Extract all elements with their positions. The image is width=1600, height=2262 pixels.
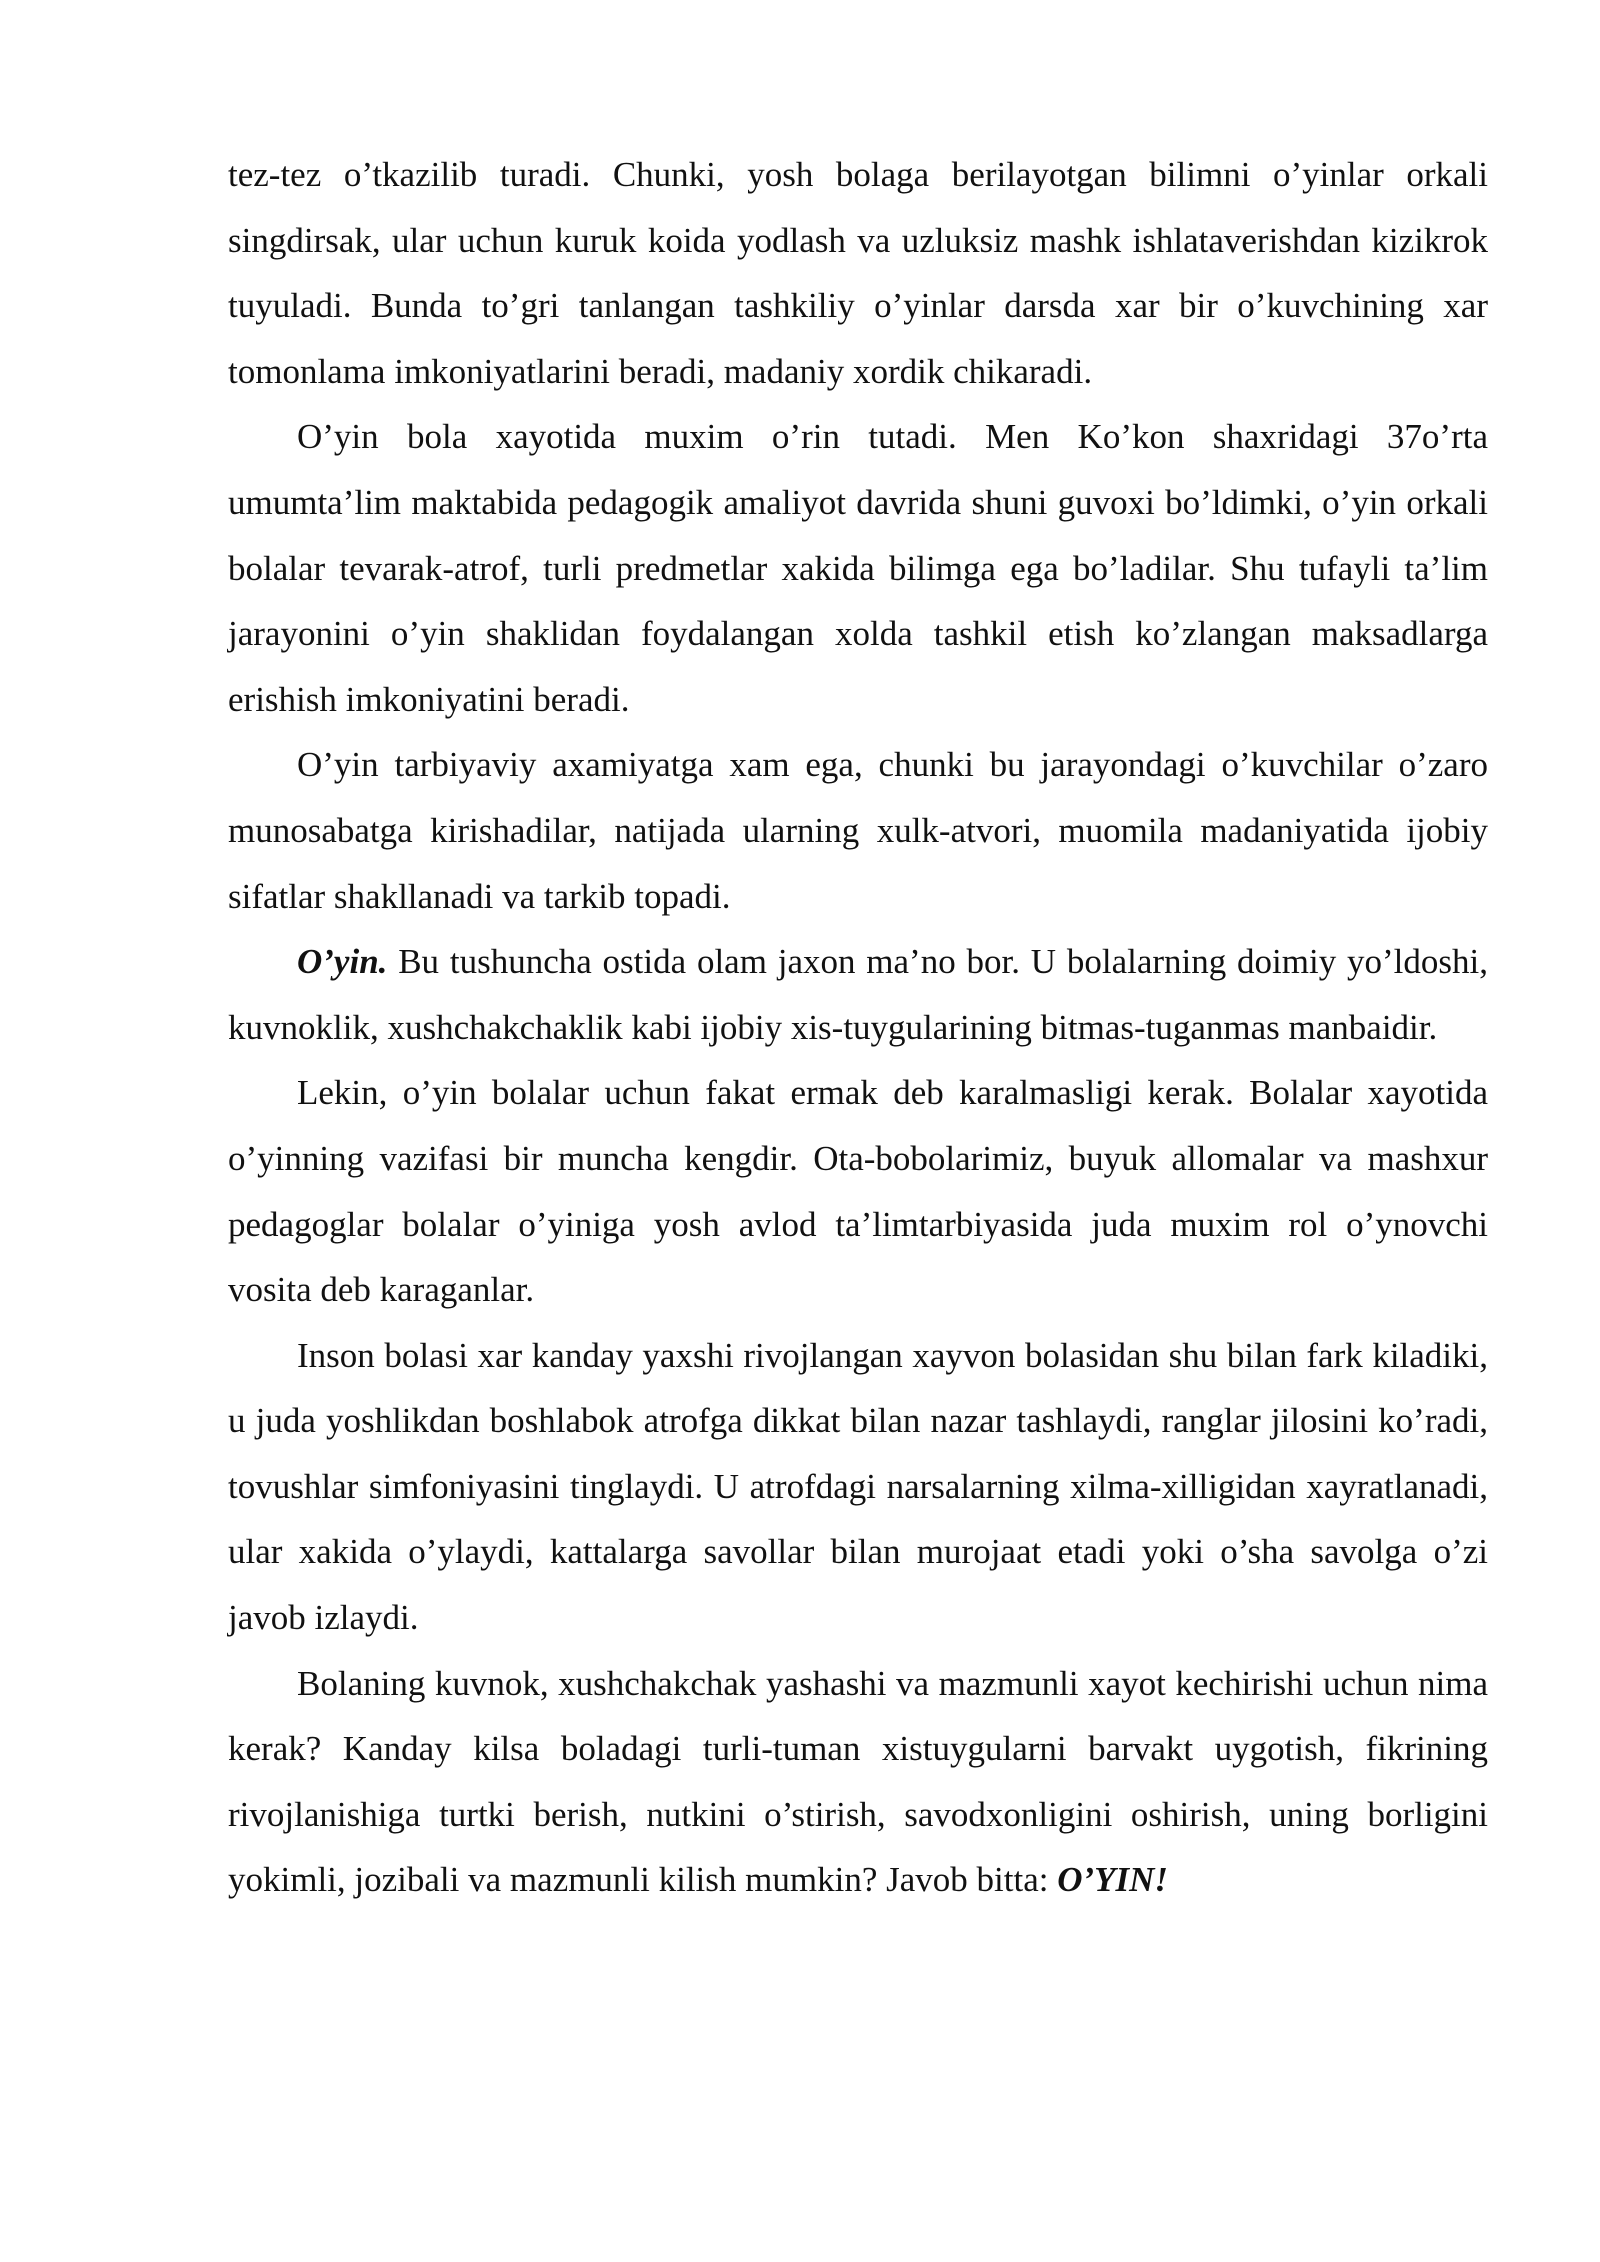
paragraph-7-body: Bolaning kuvnok, xushchakchak yashashi va mazmunli xayot kechirishi uchun nima kerak? Kanday kilsa boladagi turli-tuman xistuygularni barvakt uygotish, fikrining rivojlanishiga turtki berish, nutkini o’stirish, savodxonligini oshirish, uning borligini yokimli, jozibali va mazmunli kilish mumkin? Javob bitta:	[228, 1663, 1488, 1900]
paragraph-4-body: Bu tushuncha ostida olam jaxon ma’no bor. U bolalarning doimiy yo’ldoshi, kuvnoklik, xushchakchaklik kabi ijobiy xis-tuygularining bitmas-tuganmas manbaidir.	[228, 942, 1488, 1047]
paragraph-6: Inson bolasi xar kanday yaxshi rivojlangan xayvon bolasidan shu bilan fark kiladiki, u juda yoshlikdan boshlabok atrofga dikkat bilan nazar tashlaydi, ranglar jilosini ko’radi, tovushlar simfoniyasini tinglaydi. U atrofdagi narsalarning xilma-xilligidan xayratlanadi, ular xakida o’ylaydi, kattalarga savollar bilan murojaat etadi yoki o’sha savolga o’zi javob izlaydi.	[228, 1335, 1488, 1638]
paragraph-7	[228, 1651, 1488, 1913]
document-body	[228, 142, 1488, 1913]
paragraph-1: tez-tez o’tkazilib turadi. Chunki, yosh bolaga berilayotgan bilimni o’yinlar orkali singdirsak, ular uchun kuruk koida yodlash va uzluksiz mashk ishlataverishdan kizikrok tuyuladi. Bunda to’gri tanlangan tashkiliy o’yinlar darsda xar bir o’kuvchining xar tomonlama imkoniyatlarini beradi, madaniy xordik chikaradi.	[228, 155, 1488, 391]
term-heading: O’yin.	[297, 942, 388, 982]
paragraph-2: O’yin bola xayotida muxim o’rin tutadi. Men Ko’kon shaxridagi 37o’rta umumta’lim maktabida pedagogik amaliyot davrida shuni guvoxi bo’ldimki, o’yin orkali bolalar tevarak-atrof, turli predmetlar xakida bilimga ega bo’ladilar. Shu tufayli ta’lim jarayonini o’yin shaklidan foydalangan xolda tashkil etish ko’zlangan maksadlarga erishish imkoniyatini beradi.	[228, 417, 1488, 719]
paragraph-3: O’yin tarbiyaviy axamiyatga xam ega, chunki bu jarayondagi o’kuvchilar o’zaro munosabatga kirishadilar, natijada ularning xulk-atvori, muomila madaniyatida ijobiy sifatlar shakllanadi va tarkib topadi.	[228, 745, 1488, 916]
closing-answer: O’YIN!	[1057, 1860, 1169, 1900]
paragraph-5: Lekin, o’yin bolalar uchun fakat ermak deb karalmasligi kerak. Bolalar xayotida o’yinning vazifasi bir muncha kengdir. Ota-bobolarimiz, buyuk allomalar va mashxur pedagoglar bolalar o’yiniga yosh avlod ta’limtarbiyasida juda muxim rol o’ynovchi vosita deb karaganlar.	[228, 1073, 1488, 1310]
paragraph-4	[228, 929, 1488, 1060]
